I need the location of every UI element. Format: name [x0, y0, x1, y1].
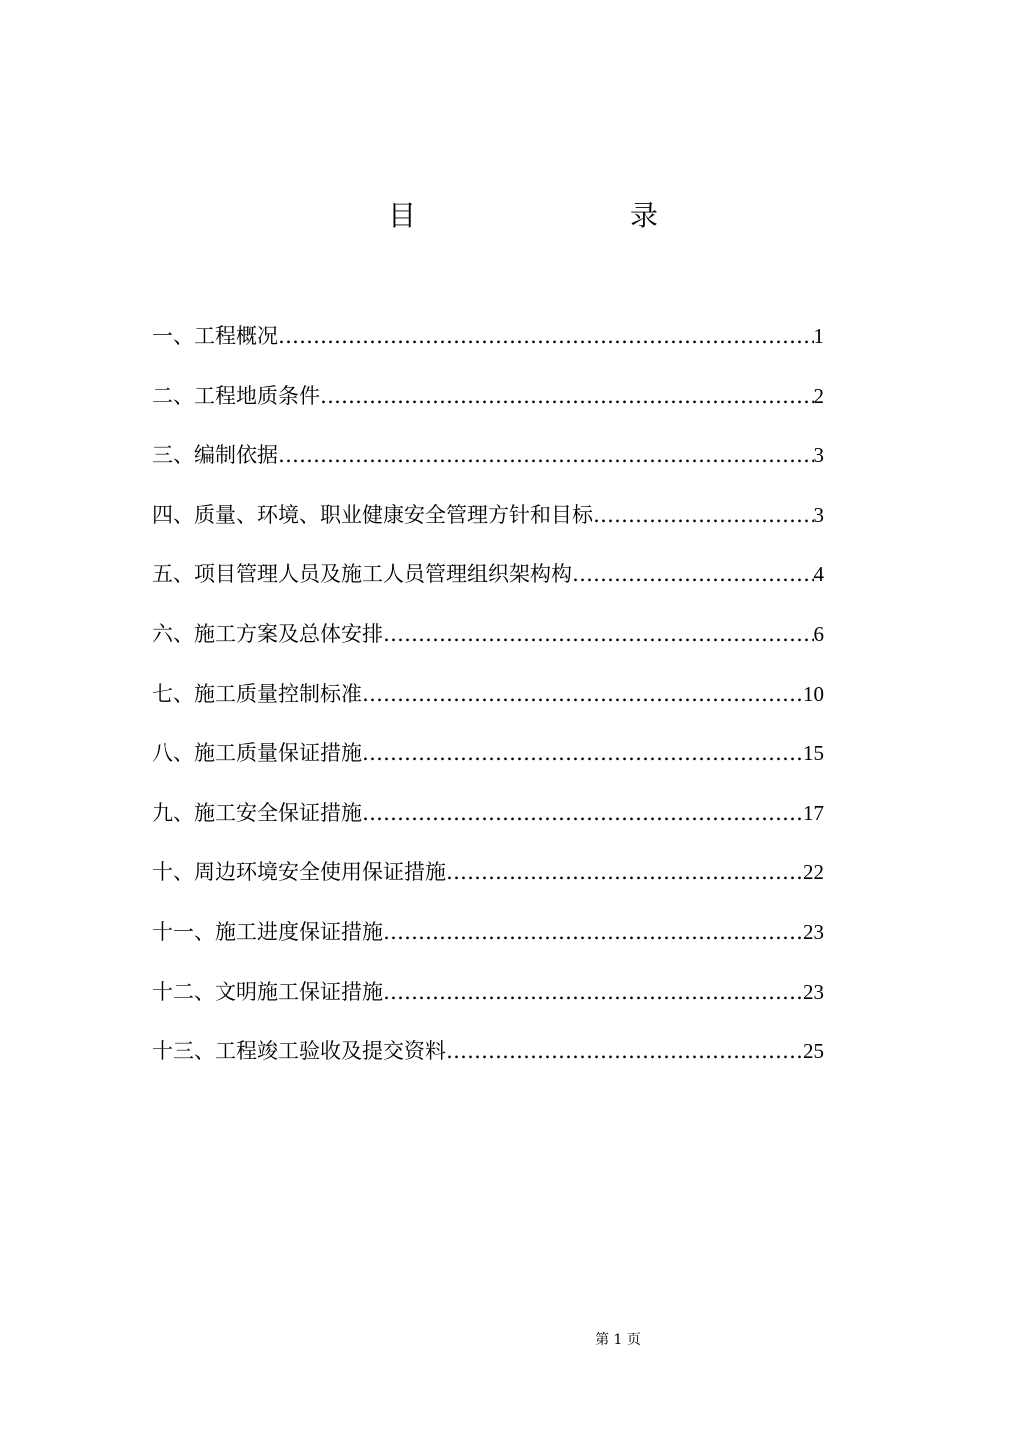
toc-leader-dots [362, 735, 803, 771]
toc-leader-dots [446, 1033, 803, 1069]
toc-leader-dots [383, 616, 814, 652]
page-title [388, 196, 668, 236]
toc-entry-label: 八、施工质量保证措施 [152, 741, 362, 766]
toc-entry-page: 2 [813, 383, 824, 408]
toc-leader-dots [593, 497, 814, 533]
toc-leader-dots [446, 854, 803, 890]
toc-entry-page: 6 [813, 621, 824, 646]
toc-entry-page: 22 [803, 860, 824, 885]
toc-entry-1[interactable] [152, 318, 824, 378]
toc-entry-10[interactable] [152, 854, 824, 914]
toc-entry-page: 25 [803, 1039, 824, 1064]
toc-entry-2[interactable] [152, 378, 824, 438]
page-number: 第 1 页 [595, 1332, 641, 1348]
title-char-2: 录 [630, 199, 659, 232]
toc-entry-8[interactable] [152, 735, 824, 795]
table-of-contents [152, 318, 824, 1093]
toc-entry-page: 10 [803, 681, 824, 706]
toc-leader-dots [383, 914, 803, 950]
toc-leader-dots [572, 556, 814, 592]
toc-entry-page: 1 [813, 324, 824, 348]
toc-entry-3[interactable] [152, 437, 824, 497]
toc-entry-page: 15 [803, 741, 824, 766]
toc-entry-label: 十、周边环境安全使用保证措施 [152, 860, 446, 885]
toc-entry-label: 九、施工安全保证措施 [152, 800, 362, 825]
toc-entry-page: 23 [803, 919, 824, 944]
toc-entry-label: 一、工程概况 [152, 324, 278, 348]
toc-leader-dots [362, 795, 803, 831]
toc-entry-page: 3 [813, 502, 824, 527]
toc-leader-dots [278, 318, 814, 354]
toc-entry-label: 六、施工方案及总体安排 [152, 621, 383, 646]
toc-leader-dots [362, 676, 803, 712]
title-char-1: 目 [388, 199, 417, 232]
toc-entry-page: 23 [803, 979, 824, 1004]
toc-entry-12[interactable] [152, 974, 824, 1034]
toc-entry-5[interactable] [152, 556, 824, 616]
page-footer [0, 1330, 1012, 1350]
toc-entry-page: 4 [813, 562, 824, 587]
toc-entry-9[interactable] [152, 795, 824, 855]
toc-entry-page: 17 [803, 800, 824, 825]
toc-entry-label: 十一、施工进度保证措施 [152, 919, 383, 944]
toc-leader-dots [383, 974, 803, 1010]
toc-entry-label: 十三、工程竣工验收及提交资料 [152, 1039, 446, 1064]
toc-leader-dots [320, 378, 814, 414]
toc-entry-label: 三、编制依据 [152, 443, 278, 468]
toc-entry-label: 四、质量、环境、职业健康安全管理方针和目标 [152, 502, 593, 527]
toc-entry-4[interactable] [152, 497, 824, 557]
toc-entry-6[interactable] [152, 616, 824, 676]
toc-entry-11[interactable] [152, 914, 824, 974]
toc-entry-label: 二、工程地质条件 [152, 383, 320, 408]
toc-entry-page: 3 [813, 443, 824, 468]
toc-entry-label: 五、项目管理人员及施工人员管理组织架构构 [152, 562, 572, 587]
toc-entry-label: 十二、文明施工保证措施 [152, 979, 383, 1004]
toc-entry-7[interactable] [152, 676, 824, 736]
toc-leader-dots [278, 437, 814, 473]
toc-entry-label: 七、施工质量控制标准 [152, 681, 362, 706]
toc-entry-13[interactable] [152, 1033, 824, 1093]
